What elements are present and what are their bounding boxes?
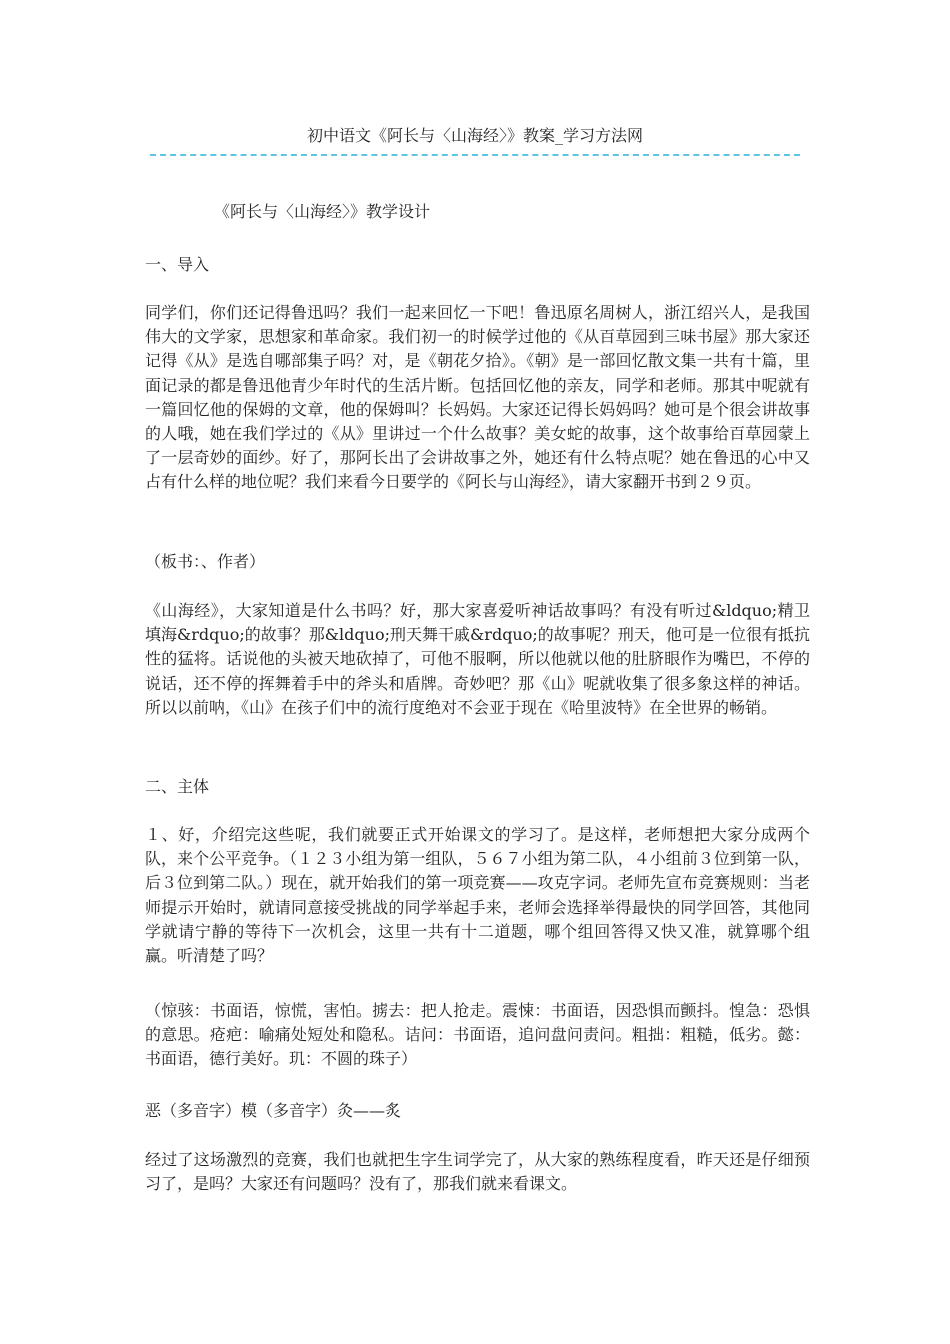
paragraph-polyphonic: 恶（多音字）模（多音字）灸——炙 [145,1101,402,1120]
page-title: 初中语文《阿长与〈山海经〉》教案_学习方法网 [306,126,643,145]
paragraph-intro: 同学们，你们还记得鲁迅吗？我们一起来回忆一下吧！鲁迅原名周树人，浙江绍兴人，是我国伟大的文学家，思想家和革命家。我们初一的时候学过他的《从百草园到三味书屋》那大家还记得《从》是选自哪部集子吗？对，是《朝花夕拾》。《朝》是一部回忆散文集一共有十篇，里面记录的都是鲁迅他青少年时代的生活片断。包括回忆他的亲友，同学和老师。那其中呢就有一篇回忆他的保姆的文章，他的保姆叫？长妈妈。大家还记得长妈妈吗？她可是个很会讲故事的人哦，她在我们学过的《从》里讲过一个什么故事？美女蛇的故事，这个故事给百草园蒙上了一层奇妙的面纱。好了，那阿长出了会讲故事之外，她还有什么特点呢？她在鲁迅的心中又占有什么样的地位呢？我们来看今日要学的《阿长与山海经》，请大家翻开书到２９页。 [145,303,810,492]
paragraph-vocabulary: （惊骇：书面语，惊慌，害怕。掳去：把人抢走。震悚：书面语，因恐惧而颤抖。惶急：恐惧的意思。疮疤：喻痛处短处和隐私。诘问：书面语，追问盘问责问。粗拙：粗糙，低劣。懿：书面语，德行美好。玑：不圆的珠子） [145,1001,810,1069]
section-heading-intro: 一、导入 [145,255,210,274]
paragraph-blackboard-note: （板书：、作者） [145,552,266,571]
document-heading: 《阿长与〈山海经〉》教学设计 [214,202,431,221]
paragraph-shanhaijing: 《山海经》，大家知道是什么书吗？好，那大家喜爱听神话故事吗？有没有听过&ldquo;精卫填海&rdquo;的故事？那&ldquo;刑天舞干戚&rdquo;的故事呢？刑天，他可是一位很有抵抗性的猛将。话说他的头被天地砍掉了，可他不服啊，所以他就以他的肚脐眼作为嘴巴，不停的说话，还不停的挥舞着手中的斧头和盾牌。奇妙吧？那《山》呢就收集了很多象这样的神话。所以以前呐，《山》在孩子们中的流行度绝对不会亚于现在《哈里波特》在全世界的畅销。 [145,601,810,717]
title-divider [150,154,800,156]
paragraph-transition: 经过了这场激烈的竞赛，我们也就把生字生词学完了，从大家的熟练程度看，昨天还是仔细预习了，是吗？大家还有问题吗？没有了，那我们就来看课文。 [145,1150,810,1194]
paragraph-competition: １、好，介绍完这些呢，我们就要正式开始课文的学习了。是这样，老师想把大家分成两个队，来个公平竞争。（１２３小组为第一组队，５６７小组为第二队，４小组前３位到第一队，后３位到第二队。）现在，就开始我们的第一项竞赛——攻克字词。老师先宣布竞赛规则：当老师提示开始时，就请同意接受挑战的同学举起手来，老师会选择举得最快的同学回答，其他同学就请宁静的等待下一次机会，这里一共有十二道题，哪个组回答得又快又准，就算哪个组赢。听清楚了吗？ [145,825,810,966]
section-heading-main: 二、主体 [145,777,210,796]
